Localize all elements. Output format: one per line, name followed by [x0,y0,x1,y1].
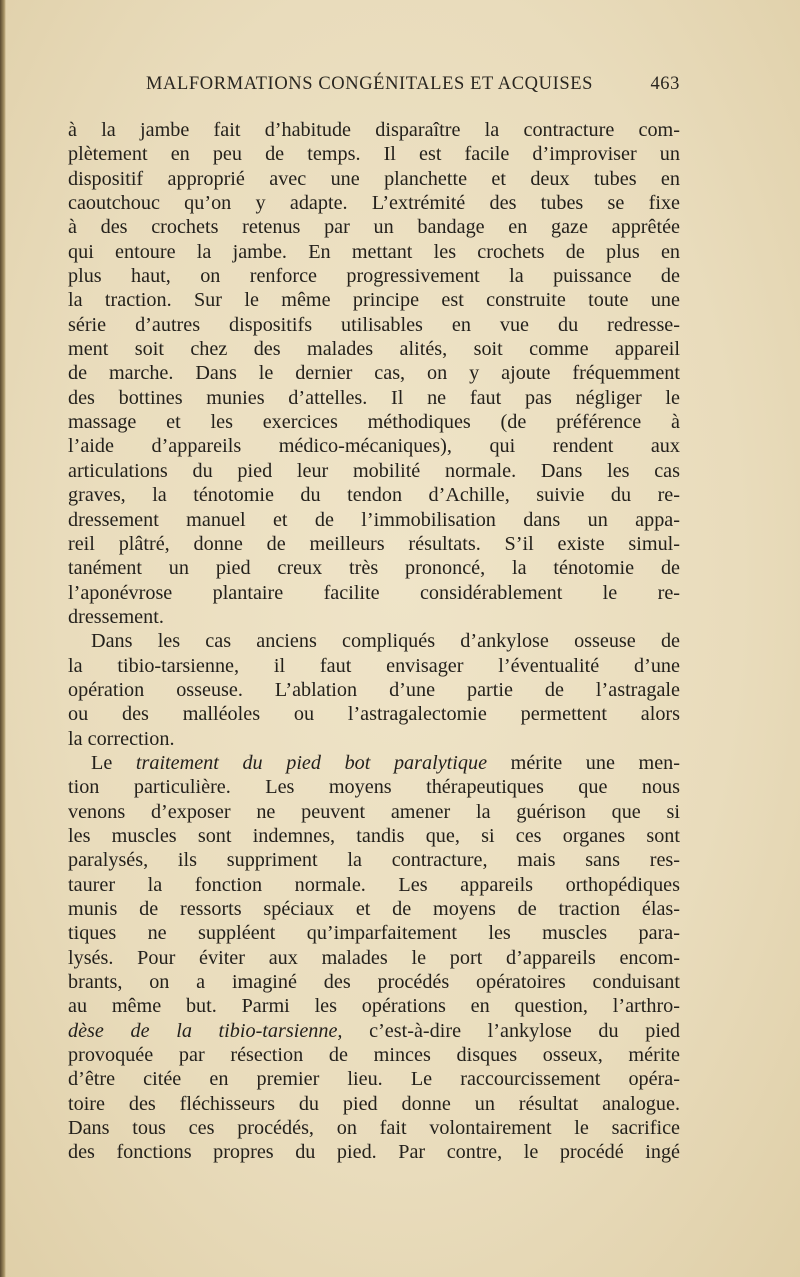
text-line: provoquée par résection de minces disques osseux, mérite [68,1044,680,1067]
text-line: reil plâtré, donne de meilleurs résultats. S’il existe simul- [68,532,680,555]
paragraph-first-line: Dans les cas anciens compliqués d’ankylose osseuse de [91,630,680,653]
text-line: l’aide d’appareils médico-mécaniques), qui rendent aux [68,435,680,458]
text-line: de marche. Dans le dernier cas, on y ajoute fréquemment [68,362,680,385]
text-line: dressement. [68,605,164,628]
text-line: ment soit chez des malades alités, soit comme appareil [68,338,680,361]
text-segment: c’est-à-dire l’ankylose du pied [342,1019,680,1042]
text-line: paralysés, ils suppriment la contracture, mais sans res- [68,849,680,872]
text-line: articulations du pied leur mobilité normale. Dans les cas [68,459,680,482]
text-line: Dans tous ces procédés, on fait volontairement le sacrifice [68,1117,680,1140]
text-line: opération osseuse. L’ablation d’une partie de l’astragale [68,678,680,701]
body-text [68,118,680,1165]
text-line: caoutchouc qu’on y adapte. L’extrémité des tubes se fixe [68,192,680,215]
text-line: des fonctions propres du pied. Par contre, le procédé ingé [68,1141,680,1164]
text-line: à la jambe fait d’habitude disparaître la contracture com- [68,119,680,141]
text-line: tiques ne suppléent qu’imparfaitement les muscles para- [68,922,680,945]
text-line: tanément un pied creux très prononcé, la ténotomie de [68,557,680,580]
text-segment: mérite une men- [487,751,681,774]
text-line: taurer la fonction normale. Les appareils orthopédiques [68,873,680,896]
text-line [68,1019,680,1043]
text-line: les muscles sont indemnes, tandis que, si ces organes sont [68,824,680,847]
text-segment: Le [91,751,136,774]
text-line: venons d’exposer ne peuvent amener la guérison que si [68,800,680,823]
text-line: dressement manuel et de l’immobilisation dans un appa- [68,508,680,531]
text-line: la tibio-tarsienne, il faut envisager l’éventualité d’une [68,654,680,677]
text-line: la traction. Sur le même principe est construite toute une [68,289,680,312]
text-line: d’être citée en premier lieu. Le raccourcissement opéra- [68,1068,680,1091]
text-line: lysés. Pour éviter aux malades le port d’appareils encom- [68,946,680,969]
running-header [146,74,680,100]
text-line: dispositif approprié avec une planchette et deux tubes en [68,167,680,190]
text-line: des bottines munies d’attelles. Il ne faut pas négliger le [68,386,680,409]
text-line: qui entoure la jambe. En mettant les crochets de plus en [68,240,680,263]
text-line: graves, la ténotomie du tendon d’Achille, suivie du re- [68,484,680,507]
text-line: munis de ressorts spéciaux et de moyens de traction élas- [68,898,680,920]
text-line: plètement en peu de temps. Il est facile d’improviser un [68,143,680,166]
text-line: brants, on a imaginé des procédés opératoires conduisant [68,971,680,994]
text-line: au même but. Parmi les opérations en question, l’arthro- [68,995,680,1018]
text-line: ou des malléoles ou l’astragalectomie permettent alors [68,703,680,726]
running-title: MALFORMATIONS CONGÉNITALES ET ACQUISES [146,74,594,94]
text-line: la correction. [68,727,175,750]
italic-term: traitement du pied bot paralytique [135,751,488,774]
page-number: 463 [650,74,680,94]
text-line: série d’autres dispositifs utilisables en vue du redresse- [68,313,680,336]
text-line: plus haut, on renforce progressivement la puissance de [68,265,680,288]
text-line: à des crochets retenus par un bandage en gaze apprêtée [68,216,680,239]
text-line: toire des fléchisseurs du pied donne un résultat analogue. [68,1092,680,1115]
italic-term: dèse de la tibio-tarsienne, [68,1019,343,1042]
text-line: l’aponévrose plantaire facilite considérablement le re- [68,581,680,604]
paragraph-first-line [68,751,680,775]
text-line: tion particulière. Les moyens thérapeutiques que nous [68,776,680,799]
text-line: massage et les exercices méthodiques (de préférence à [68,411,680,434]
page-spine-shadow [0,0,6,1277]
